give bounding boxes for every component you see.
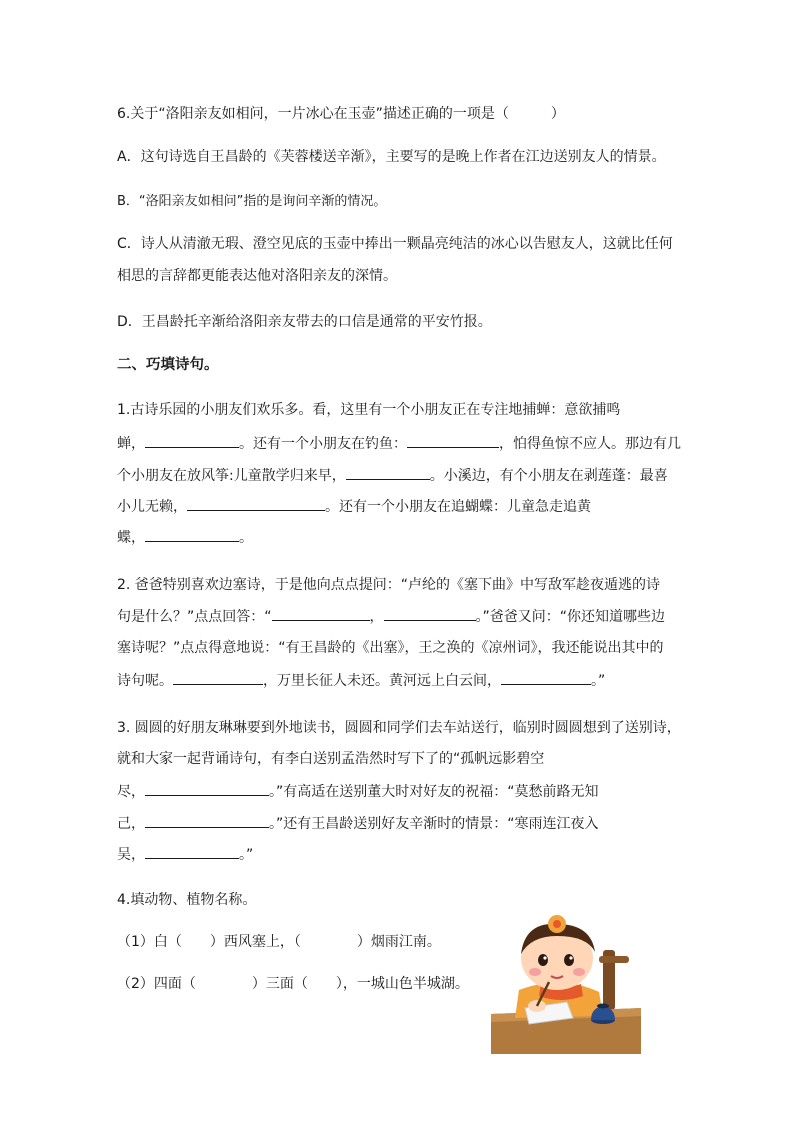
q3-line3: 尽， 。”有高适在送别董大时对好友的祝福：“莫愁前路无知 <box>117 781 599 802</box>
q3-line1: 3. 圆圆的好朋友琳琳要到外地读书，圆圆和同学们去车站送行，临别时圆圆想到了送别诗， <box>117 720 681 736</box>
q4-item2: （2）四面（ ）三面（ ），一城山色半城湖。 <box>117 976 469 992</box>
q1-line4: 小儿无赖， 。还有一个小朋友在追蝴蝶：儿童急走追黄 <box>117 496 591 517</box>
q1-line2: 蝉， 。还有一个小朋友在钓鱼： ，怕得鱼惊不应人。那边有几 <box>117 433 681 454</box>
answer-blank[interactable] <box>145 433 239 448</box>
q3-line2: 就和大家一起背诵诗句，有李白送别孟浩然时写下了的“孤帆远影碧空 <box>117 751 545 767</box>
q6-option-c-line2: 相思的言辞都更能表达他对洛阳亲友的深情。 <box>117 268 397 284</box>
q6-option-d: D．王昌龄托辛渐给洛阳亲友带去的口信是通常的平安竹报。 <box>117 314 492 330</box>
answer-blank[interactable] <box>384 606 476 621</box>
q4-title: 4.填动物、植物名称。 <box>117 892 257 908</box>
q2-line1: 2. 爸爸特别喜欢边塞诗，于是他向点点提问：“卢纶的《塞下曲》中写敌军趁夜遁逃的诗 <box>117 577 661 593</box>
q2-line3: 塞诗呢？”点点得意地说：“有王昌龄的《出塞》，王之涣的《凉州词》，我还能说出其中的 <box>117 640 664 656</box>
q3-line5: 吴， 。” <box>117 844 253 865</box>
answer-blank[interactable] <box>145 527 239 542</box>
answer-blank[interactable] <box>145 844 239 859</box>
q3-line4: 己， 。”还有王昌龄送别好友辛渐时的情景：“寒雨连江夜入 <box>117 813 599 834</box>
section-heading: 二、巧填诗句。 <box>117 357 219 373</box>
answer-blank[interactable] <box>145 813 269 828</box>
answer-blank[interactable] <box>173 670 263 685</box>
q1-line1: 1.古诗乐园的小朋友们欢乐多。看，这里有一个小朋友正在专注地捕蝉：意欲捕鸣 <box>117 402 621 418</box>
answer-blank[interactable] <box>501 670 591 685</box>
q6-option-a: A．这句诗选自王昌龄的《芙蓉楼送辛渐》，主要写的是晚上作者在江边送别友人的情景。 <box>117 149 666 165</box>
q2-line4: 诗句呢。 ，万里长征人未还。黄河远上白云间， 。” <box>117 670 605 691</box>
boy-writing-illustration <box>491 912 641 1054</box>
answer-blank[interactable] <box>272 606 370 621</box>
q6-stem: 6.关于“洛阳亲友如相问，一片冰心在玉壶”描述正确的一项是（ ） <box>117 106 565 122</box>
answer-blank[interactable] <box>187 496 325 511</box>
q2-line2: 句是什么？”点点回答：“ ， 。”爸爸又问：“你还知道哪些边 <box>117 606 665 627</box>
q1-line5: 蝶， 。 <box>117 527 253 548</box>
q6-option-b: B．“洛阳亲友如相问”指的是询问辛渐的情况。 <box>117 194 387 209</box>
answer-blank[interactable] <box>407 433 499 448</box>
q4-item1: （1）白（ ）西风塞上，（ ）烟雨江南。 <box>117 934 441 950</box>
answer-blank[interactable] <box>346 465 430 480</box>
q6-option-c-line1: C．诗人从清澈无瑕、澄空见底的玉壶中捧出一颗晶亮纯洁的冰心以告慰友人，这就比任何 <box>117 236 673 252</box>
q1-line3: 个小朋友在放风筝:儿童散学归来早， 。小溪边，有个小朋友在剥莲蓬：最喜 <box>117 465 668 486</box>
answer-blank[interactable] <box>145 781 269 796</box>
